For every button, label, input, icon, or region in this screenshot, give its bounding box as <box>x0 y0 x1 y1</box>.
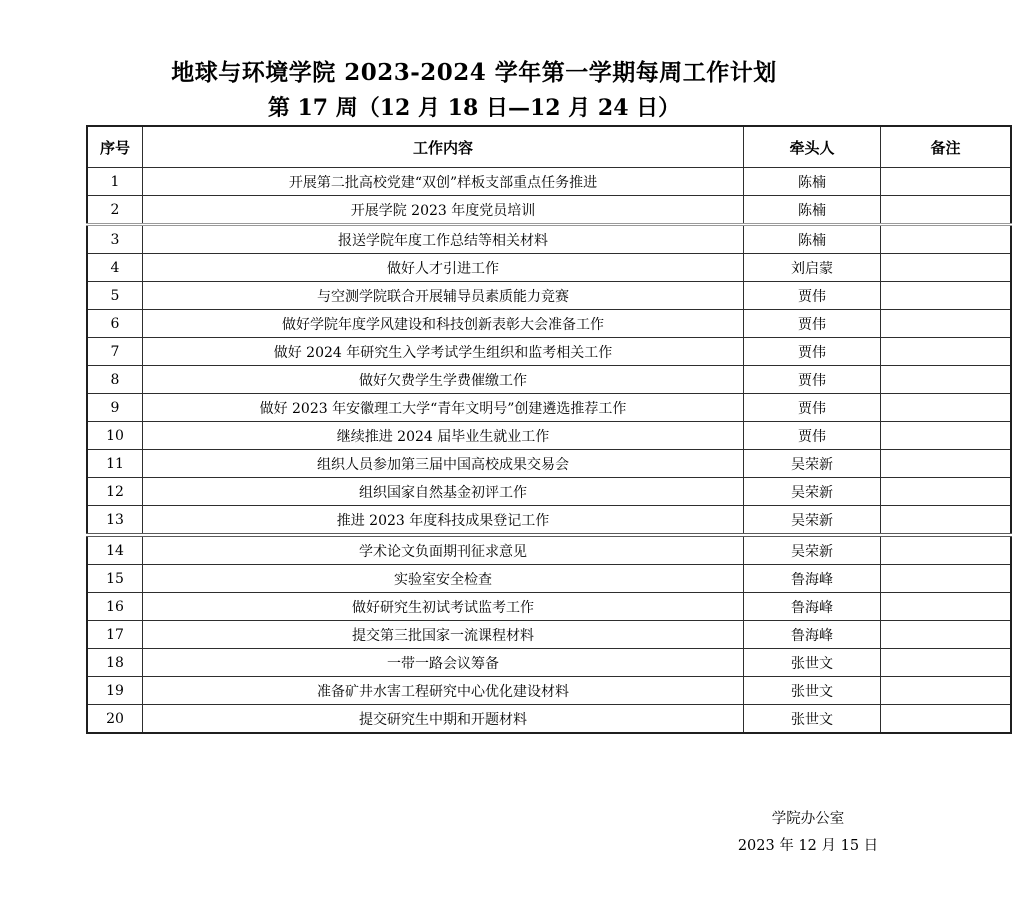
row-remarks-cell <box>881 366 1012 394</box>
table-row <box>87 422 1011 450</box>
row-number-cell: 15 <box>87 565 143 593</box>
table-row <box>87 677 1011 705</box>
table-row <box>87 705 1011 734</box>
table-row <box>87 366 1011 394</box>
row-remarks-cell <box>881 394 1012 422</box>
row-work-content-cell: 学术论文负面期刊征求意见 <box>143 535 744 565</box>
row-work-content-cell: 提交第三批国家一流课程材料 <box>143 621 744 649</box>
row-work-content-cell: 组织国家自然基金初评工作 <box>143 478 744 506</box>
row-lead-person-cell: 贾伟 <box>744 282 881 310</box>
work-plan-table <box>86 125 1012 734</box>
row-number-cell: 1 <box>87 168 143 196</box>
row-number-cell: 2 <box>87 196 143 225</box>
row-work-content-cell: 做好 2023 年安徽理工大学“青年文明号”创建遴选推荐工作 <box>143 394 744 422</box>
row-remarks-cell <box>881 196 1012 225</box>
row-lead-person-cell: 吴荣新 <box>744 478 881 506</box>
row-number-cell: 11 <box>87 450 143 478</box>
row-number-cell: 7 <box>87 338 143 366</box>
row-number-cell: 12 <box>87 478 143 506</box>
row-work-content-cell: 报送学院年度工作总结等相关材料 <box>143 225 744 254</box>
row-number-cell: 4 <box>87 254 143 282</box>
table-row <box>87 394 1011 422</box>
row-work-content-cell: 继续推进 2024 届毕业生就业工作 <box>143 422 744 450</box>
table-row <box>87 649 1011 677</box>
table-row <box>87 506 1011 536</box>
row-lead-person-cell: 吴荣新 <box>744 450 881 478</box>
row-number-cell: 5 <box>87 282 143 310</box>
table-row <box>87 593 1011 621</box>
table-row <box>87 282 1011 310</box>
row-lead-person-cell: 贾伟 <box>744 422 881 450</box>
row-work-content-cell: 做好 2024 年研究生入学考试学生组织和监考相关工作 <box>143 338 744 366</box>
row-lead-person-cell: 贾伟 <box>744 394 881 422</box>
row-remarks-cell <box>881 254 1012 282</box>
row-work-content-cell: 开展学院 2023 年度党员培训 <box>143 196 744 225</box>
row-remarks-cell <box>881 565 1012 593</box>
row-work-content-cell: 做好人才引进工作 <box>143 254 744 282</box>
row-number-cell: 13 <box>87 506 143 536</box>
row-work-content-cell: 与空测学院联合开展辅导员素质能力竞赛 <box>143 282 744 310</box>
row-work-content-cell: 一带一路会议筹备 <box>143 649 744 677</box>
row-number-cell: 8 <box>87 366 143 394</box>
row-lead-person-cell: 陈楠 <box>744 225 881 254</box>
row-remarks-cell <box>881 506 1012 536</box>
row-remarks-cell <box>881 310 1012 338</box>
row-remarks-cell <box>881 478 1012 506</box>
table-row <box>87 478 1011 506</box>
row-work-content-cell: 做好研究生初试考试监考工作 <box>143 593 744 621</box>
row-number-cell: 10 <box>87 422 143 450</box>
row-lead-person-cell: 贾伟 <box>744 310 881 338</box>
row-work-content-cell: 推进 2023 年度科技成果登记工作 <box>143 506 744 536</box>
row-lead-person-cell: 鲁海峰 <box>744 621 881 649</box>
row-remarks-cell <box>881 649 1012 677</box>
table-body <box>87 168 1011 734</box>
row-remarks-cell <box>881 535 1012 565</box>
row-remarks-cell <box>881 225 1012 254</box>
column-header-lead-person: 牵头人 <box>744 126 881 168</box>
row-lead-person-cell: 贾伟 <box>744 338 881 366</box>
row-remarks-cell <box>881 677 1012 705</box>
row-work-content-cell: 开展第二批高校党建“双创”样板支部重点任务推进 <box>143 168 744 196</box>
row-number-cell: 18 <box>87 649 143 677</box>
row-number-cell: 19 <box>87 677 143 705</box>
row-work-content-cell: 做好欠费学生学费催缴工作 <box>143 366 744 394</box>
table-row <box>87 196 1011 225</box>
row-lead-person-cell: 贾伟 <box>744 366 881 394</box>
row-work-content-cell: 准备矿井水害工程研究中心优化建设材料 <box>143 677 744 705</box>
column-header-remarks: 备注 <box>881 126 1012 168</box>
table-header-row <box>87 126 1011 168</box>
row-work-content-cell: 提交研究生中期和开题材料 <box>143 705 744 734</box>
footer-office-name: 学院办公室 <box>771 811 845 827</box>
column-header-number: 序号 <box>87 126 143 168</box>
page-title: 地球与环境学院 2023-2024 学年第一学期每周工作计划 <box>171 59 777 86</box>
row-number-cell: 9 <box>87 394 143 422</box>
row-remarks-cell <box>881 593 1012 621</box>
table-row <box>87 310 1011 338</box>
row-lead-person-cell: 陈楠 <box>744 196 881 225</box>
table-row <box>87 254 1011 282</box>
row-lead-person-cell: 吴荣新 <box>744 535 881 565</box>
row-remarks-cell <box>881 338 1012 366</box>
row-remarks-cell <box>881 621 1012 649</box>
footer-date: 2023 年 12 月 15 日 <box>737 838 879 854</box>
row-lead-person-cell: 吴荣新 <box>744 506 881 536</box>
row-lead-person-cell: 陈楠 <box>744 168 881 196</box>
column-header-work-content: 工作内容 <box>143 126 744 168</box>
row-lead-person-cell: 张世文 <box>744 705 881 734</box>
row-lead-person-cell: 鲁海峰 <box>744 593 881 621</box>
table-row <box>87 225 1011 254</box>
table-row <box>87 338 1011 366</box>
table-row <box>87 535 1011 565</box>
row-work-content-cell: 组织人员参加第三届中国高校成果交易会 <box>143 450 744 478</box>
table-row <box>87 565 1011 593</box>
row-work-content-cell: 实验室安全检查 <box>143 565 744 593</box>
row-remarks-cell <box>881 705 1012 734</box>
table-row <box>87 168 1011 196</box>
table-row <box>87 450 1011 478</box>
page-subtitle: 第 17 周（12 月 18 日—12 月 24 日） <box>267 95 681 121</box>
row-lead-person-cell: 张世文 <box>744 677 881 705</box>
table-row <box>87 621 1011 649</box>
row-work-content-cell: 做好学院年度学风建设和科技创新表彰大会准备工作 <box>143 310 744 338</box>
row-lead-person-cell: 刘启蒙 <box>744 254 881 282</box>
row-remarks-cell <box>881 282 1012 310</box>
row-remarks-cell <box>881 422 1012 450</box>
row-number-cell: 20 <box>87 705 143 734</box>
row-remarks-cell <box>881 450 1012 478</box>
row-remarks-cell <box>881 168 1012 196</box>
row-number-cell: 14 <box>87 535 143 565</box>
document-footer <box>698 806 918 860</box>
row-lead-person-cell: 张世文 <box>744 649 881 677</box>
row-number-cell: 17 <box>87 621 143 649</box>
row-number-cell: 3 <box>87 225 143 254</box>
row-lead-person-cell: 鲁海峰 <box>744 565 881 593</box>
row-number-cell: 16 <box>87 593 143 621</box>
row-number-cell: 6 <box>87 310 143 338</box>
